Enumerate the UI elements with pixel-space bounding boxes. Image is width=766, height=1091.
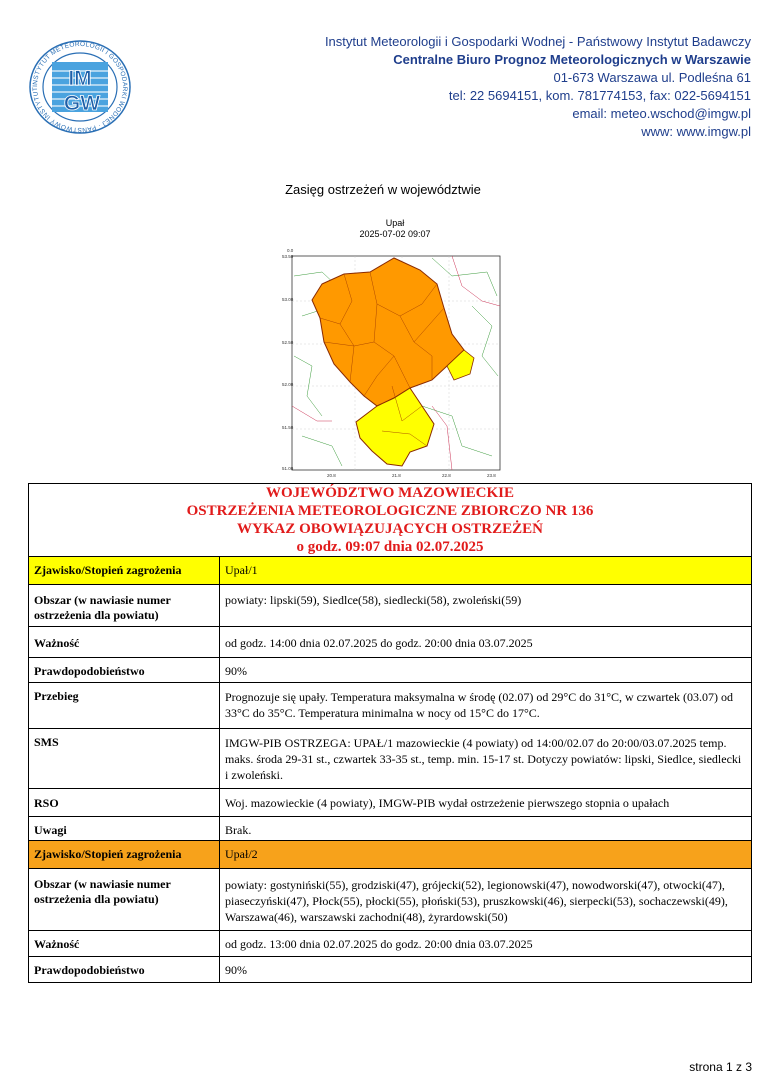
validity-value: od godz. 13:00 dnia 02.07.2025 do godz. 20:00 dnia 03.07.2025 — [220, 931, 752, 957]
row-label: Obszar (w nawiasie numer ostrzeżenia dla powiatu) — [29, 585, 220, 627]
report-title-line: OSTRZEŻENIA METEOROLOGICZNE ZBIORCZO NR 136 — [186, 503, 594, 519]
y-tick: 51.50 — [282, 425, 294, 430]
office-name: Centralne Biuro Prognoz Meteorologicznych w Warszawie — [393, 52, 751, 67]
y-tick: 52.00 — [282, 382, 294, 387]
logo-text-im: IM — [68, 67, 92, 90]
y-tick: 52.50 — [282, 340, 294, 345]
probability-value: 90% — [220, 957, 752, 983]
row-label: SMS — [29, 729, 220, 789]
probability-value: 90% — [220, 658, 752, 683]
svg-text:INSTYTUT METEOROLOGII I GOSPOD: INSTYTUT METEOROLOGII I GOSPODARKI WODNEJ · PAŃSTWOWY INSTYTUT — [31, 40, 129, 134]
row-label: Przebieg — [29, 683, 220, 729]
report-title — [29, 484, 752, 557]
report-title-line: WOJEWÓDZTWO MAZOWIECKIE — [266, 485, 514, 501]
table-row — [29, 789, 752, 817]
map-timestamp: 2025-07-02 09:07 — [359, 229, 431, 239]
institute-name: Instytut Meteorologii i Gospodarki Wodnej - Państwowy Instytut Badawczy — [324, 34, 751, 49]
institute-header — [325, 33, 751, 141]
phenomenon-value: Upał/1 — [220, 557, 752, 585]
x-tick: 21.8 — [392, 473, 401, 478]
row-label: Ważność — [29, 627, 220, 658]
row-label: Zjawisko/Stopień zagrożenia — [29, 557, 220, 585]
table-row — [29, 585, 752, 627]
course-value: Prognozuje się upały. Temperatura maksymalna w środę (02.07) od 29°C do 31°C, w czwartek (03.07) od 33°C do 35°C. Temperatura minimalna w nocy od 15°C do 17°C. — [220, 683, 752, 729]
row-label: Prawdopodobieństwo — [29, 658, 220, 683]
table-row — [29, 841, 752, 869]
corner-label: 0.0 — [287, 248, 294, 253]
x-tick: 23.8 — [487, 473, 496, 478]
row-label: Zjawisko/Stopień zagrożenia — [29, 841, 220, 869]
map-title: Upał — [385, 218, 405, 228]
table-row — [29, 729, 752, 789]
x-tick: 22.8 — [442, 473, 451, 478]
notes-value: Brak. — [220, 817, 752, 841]
y-tick: 53.00 — [282, 297, 294, 302]
table-row — [29, 683, 752, 729]
phone: tel: 22 5694151, kom. 781774153, fax: 022-5694151 — [448, 88, 751, 103]
row-label: RSO — [29, 789, 220, 817]
imgw-logo — [28, 40, 132, 134]
section-title: Zasięg ostrzeżeń w województwie — [285, 182, 481, 197]
rso-value: Woj. mazowieckie (4 powiaty), IMGW-PIB wydał ostrzeżenie pierwszego stopnia o upałach — [220, 789, 752, 817]
y-tick: 53.50 — [282, 254, 294, 259]
map-caption — [0, 218, 766, 240]
row-label: Ważność — [29, 931, 220, 957]
row-label: Prawdopodobieństwo — [29, 957, 220, 983]
y-tick: 51.00 — [282, 466, 294, 471]
area-value: powiaty: lipski(59), Siedlce(58), siedlecki(58), zwoleński(59) — [220, 585, 752, 627]
row-label: Obszar (w nawiasie numer ostrzeżenia dla powiatu) — [29, 869, 220, 931]
table-row — [29, 931, 752, 957]
table-row — [29, 627, 752, 658]
table-row — [29, 957, 752, 983]
phenomenon-value: Upał/2 — [220, 841, 752, 869]
warnings-table — [28, 483, 752, 983]
area-value: powiaty: gostyniński(55), grodziski(47), grójecki(52), legionowski(47), nowodworski(47), otwocki(47), piaseczyński(47), Płock(55), płocki(55), płoński(53), pruszkowski(46), sierpecki(53), sochaczewski(49), Warszawa(46), warszawski zachodni(48), żyrardowski(50) — [220, 869, 752, 931]
table-row — [29, 817, 752, 841]
row-label: Uwagi — [29, 817, 220, 841]
warning-map — [282, 246, 502, 480]
table-row — [29, 658, 752, 683]
website[interactable]: www: www.imgw.pl — [641, 124, 751, 139]
report-title-line: o godz. 09:07 dnia 02.07.2025 — [296, 539, 484, 555]
x-tick: 20.8 — [327, 473, 336, 478]
report-title-line: WYKAZ OBOWIĄZUJĄCYCH OSTRZEŻEŃ — [237, 521, 543, 537]
logo-text-gw: GW — [63, 92, 101, 115]
table-row — [29, 557, 752, 585]
table-row — [29, 869, 752, 931]
page-number: strona 1 z 3 — [689, 1060, 752, 1074]
validity-value: od godz. 14:00 dnia 02.07.2025 do godz. 20:00 dnia 03.07.2025 — [220, 627, 752, 658]
email[interactable]: email: meteo.wschod@imgw.pl — [572, 106, 751, 121]
sms-value: IMGW-PIB OSTRZEGA: UPAŁ/1 mazowieckie (4 powiaty) od 14:00/02.07 do 20:00/03.07.2025 temp. maks. środa 29-31 st., czwartek 33-35 st., temp. min. 15-17 st. Dotyczy powiatów: lipski, Siedlce, siedlecki i zwoleński. — [220, 729, 752, 789]
address: 01-673 Warszawa ul. Podleśna 61 — [553, 70, 751, 85]
